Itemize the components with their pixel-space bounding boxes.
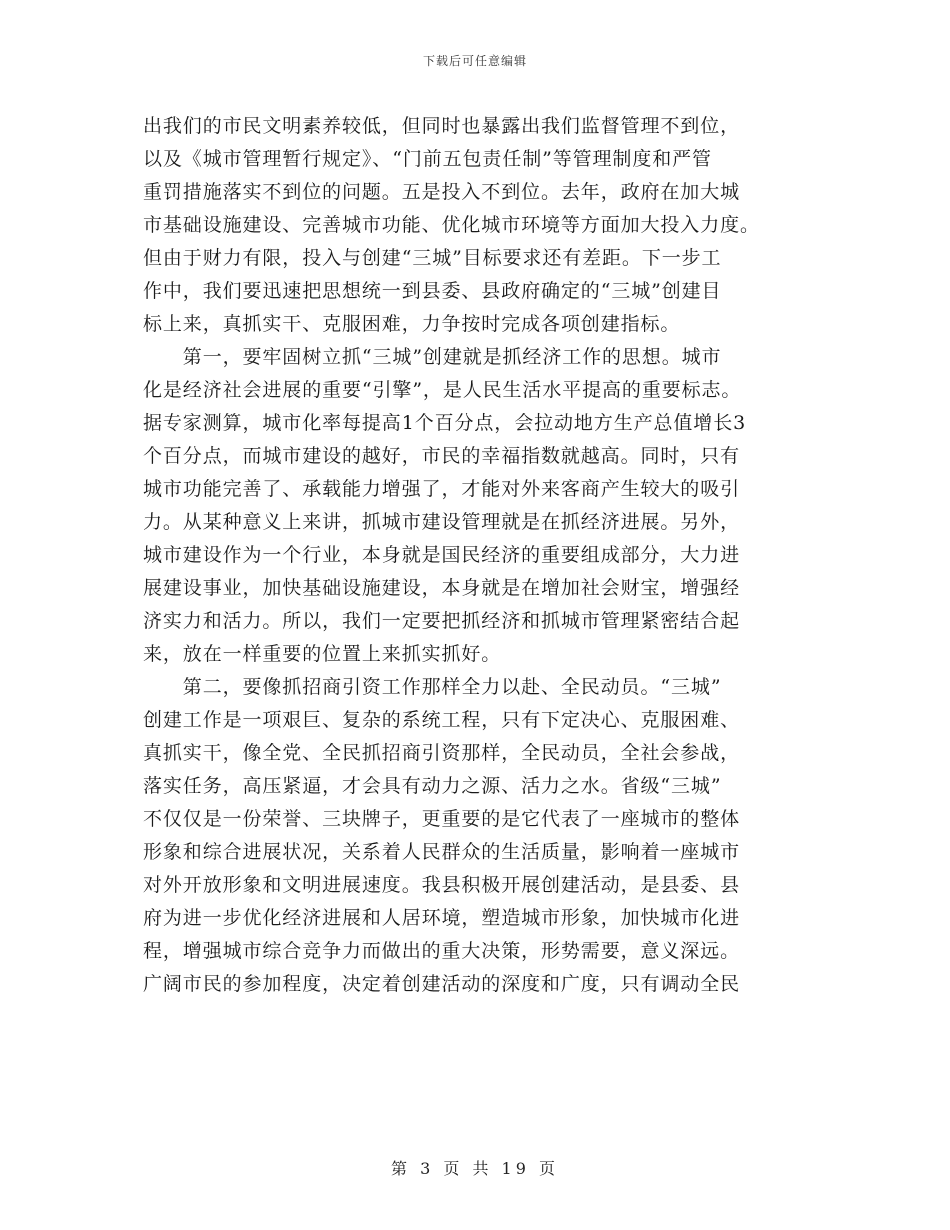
text-line: 城市功能完善了、承载能力增强了，才能对外来客商产生较大的吸引	[143, 478, 741, 500]
body-text	[143, 110, 811, 1001]
text-line: 据专家测算，城市化率每提高1个百分点，会拉动地方生产总值增长3	[143, 412, 747, 434]
text-line: 府为进一步优化经济进展和人居环境，塑造城市形象，加快城市化进	[143, 907, 741, 929]
text-line: 重罚措施落实不到位的问题。五是投入不到位。去年，政府在加大城	[143, 181, 741, 203]
text-line: 个百分点，而城市建设的越好，市民的幸福指数就越高。同时，只有	[143, 445, 741, 467]
text-line: 标上来，真抓实干、克服困难，力争按时完成各项创建指标。	[143, 313, 681, 335]
page-number-footer: 第 3 页 共 19 页	[391, 1159, 559, 1178]
text-line: 作中，我们要迅速把思想统一到县委、县政府确定的“三城”创建目	[143, 280, 722, 302]
text-line: 广阔市民的参加程度，决定着创建活动的深度和广度，只有调动全民	[143, 973, 741, 995]
text-line: 程，增强城市综合竞争力而做出的重大决策，形势需要，意义深远。	[143, 940, 741, 962]
text-line: 城市建设作为一个行业，本身就是国民经济的重要组成部分，大力进	[143, 544, 741, 566]
text-line: 不仅仅是一份荣誉、三块牌子，更重要的是它代表了一座城市的整体	[143, 808, 741, 830]
text-line: 但由于财力有限，投入与创建“三城”目标要求还有差距。下一步工	[143, 247, 722, 269]
paragraph-first-line: 第二，要像抓招商引资工作那样全力以赴、全民动员。“三城”	[143, 676, 722, 698]
paragraph-first-line: 第一，要牢固树立抓“三城”创建就是抓经济工作的思想。城市	[143, 346, 722, 368]
text-line: 市基础设施建设、完善城市功能、优化城市环境等方面加大投入力度。	[143, 214, 760, 236]
text-line: 创建工作是一项艰巨、复杂的系统工程，只有下定决心、克服困难、	[143, 709, 741, 731]
text-line: 力。从某种意义上来讲，抓城市建设管理就是在抓经济进展。另外，	[143, 511, 741, 533]
text-line: 济实力和活力。所以，我们一定要把抓经济和抓城市管理紧密结合起	[143, 610, 741, 632]
text-line: 化是经济社会进展的重要“引擎”，是人民生活水平提高的重要标志。	[143, 379, 742, 401]
text-line: 来，放在一样重要的位置上来抓实抓好。	[143, 643, 502, 665]
text-line: 真抓实干，像全党、全民抓招商引资那样，全民动员，全社会参战，	[143, 742, 741, 764]
text-line: 落实任务，高压紧逼，才会具有动力之源、活力之水。省级“三城”	[143, 775, 722, 797]
text-line: 出我们的市民文明素养较低，但同时也暴露出我们监督管理不到位，	[143, 115, 741, 137]
text-line: 对外开放形象和文明进展速度。我县积极开展创建活动，是县委、县	[143, 874, 741, 896]
text-line: 以及《城市管理暂行规定》、“门前五包责任制”等管理制度和严管	[143, 148, 712, 170]
header-note: 下载后可任意编辑	[422, 54, 527, 68]
text-line: 展建设事业，加快基础设施建设，本身就是在增加社会财宝，增强经	[143, 577, 741, 599]
text-line: 形象和综合进展状况，关系着人民群众的生活质量，影响着一座城市	[143, 841, 741, 863]
